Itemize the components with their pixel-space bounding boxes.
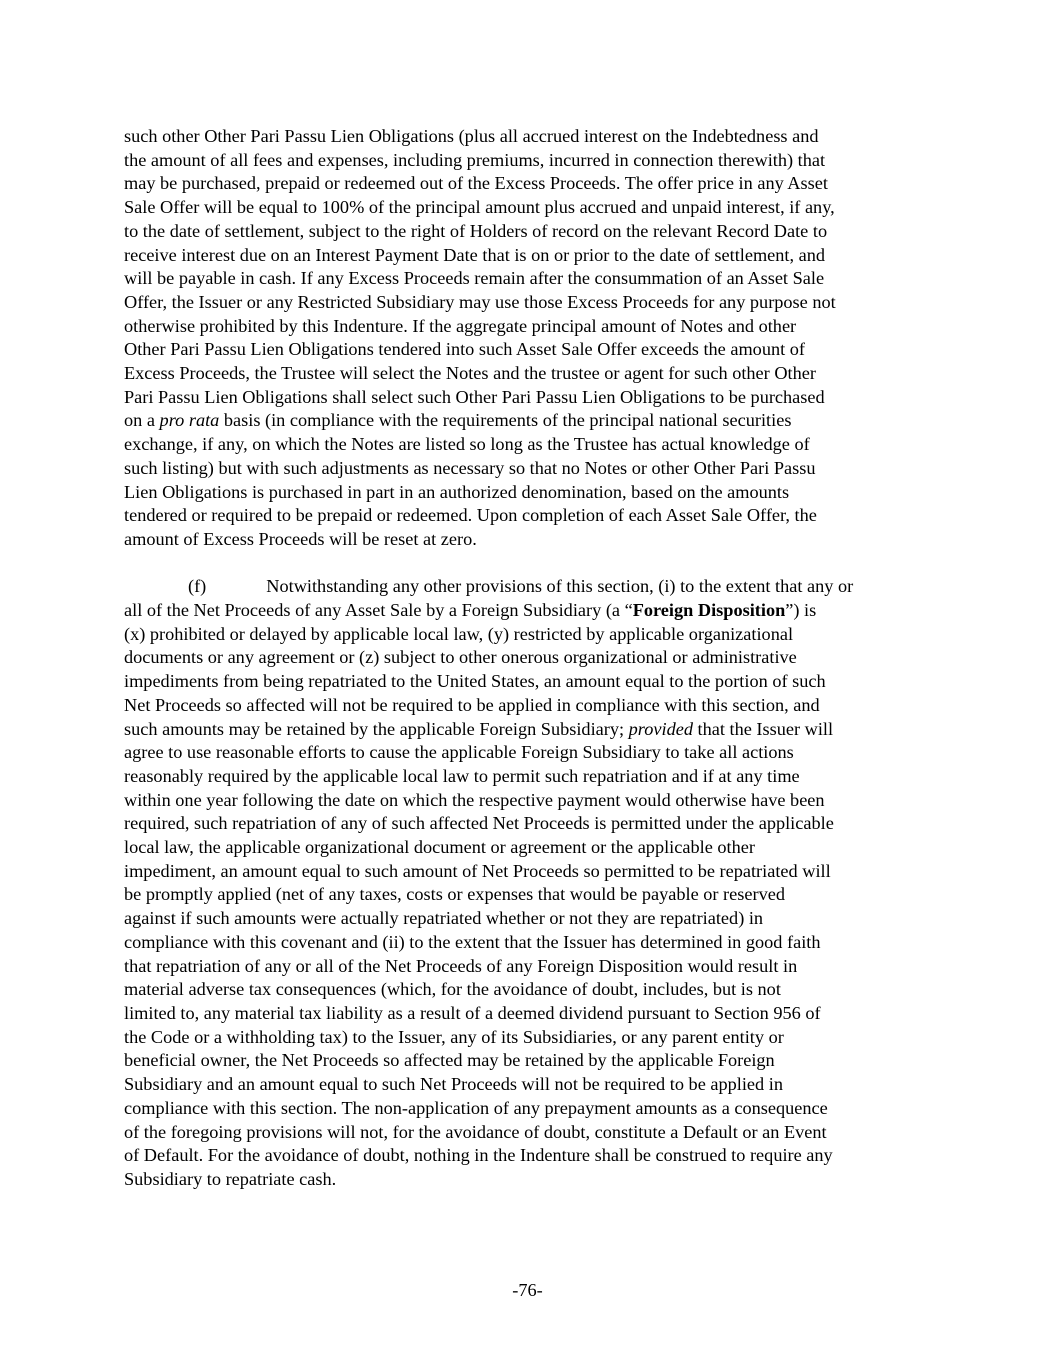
text-line: tendered or required to be prepaid or redeemed. Upon completion of each Asset Sale Offer, the bbox=[124, 505, 817, 526]
text-line: limited to, any material tax liability as a result of a deemed dividend pursuant to Section 956 of bbox=[124, 1003, 821, 1023]
text-line: will be payable in cash. If any Excess Proceeds remain after the consummation of an Asset Sale bbox=[124, 268, 825, 289]
text-line bbox=[124, 718, 936, 742]
paragraph-spacer bbox=[124, 552, 936, 576]
text-line bbox=[124, 599, 936, 623]
provided-italic: provided bbox=[628, 718, 693, 739]
text-line: compliance with this covenant and (ii) to the extent that the Issuer has determined in good faith bbox=[124, 931, 821, 952]
text-line: Lien Obligations is purchased in part in an authorized denomination, based on the amounts bbox=[124, 481, 790, 502]
text-run: basis (in compliance with the requirements of the principal national securities bbox=[219, 410, 792, 431]
text-run: such amounts may be retained by the applicable Foreign Subsidiary; bbox=[124, 718, 629, 739]
text-line: (x) prohibited or delayed by applicable local law, (y) restricted by applicable organizational bbox=[124, 623, 794, 644]
text-line: that repatriation of any or all of the Net Proceeds of any Foreign Disposition would result in bbox=[124, 955, 798, 976]
document-body bbox=[124, 125, 936, 1192]
text-line: Subsidiary and an amount equal to such Net Proceeds will not be required to be applied in bbox=[124, 1074, 783, 1095]
text-line: amount of Excess Proceeds will be reset at zero. bbox=[124, 528, 477, 549]
text-line: Sale Offer will be equal to 100% of the principal amount plus accrued and unpaid interest, if any, bbox=[124, 197, 835, 218]
text-line: to the date of settlement, subject to the right of Holders of record on the relevant Record Date to bbox=[124, 220, 828, 241]
text-run: on a bbox=[124, 410, 160, 431]
text-line: Pari Passu Lien Obligations shall select such Other Pari Passu Lien Obligations to be purchased bbox=[124, 386, 825, 407]
text-line: the amount of all fees and expenses, including premiums, incurred in connection therewith) that bbox=[124, 149, 826, 170]
text-line: local law, the applicable organizational document or agreement or the applicable other bbox=[124, 837, 755, 858]
text-line: Offer, the Issuer or any Restricted Subsidiary may use those Excess Proceeds for any purpose not bbox=[124, 291, 836, 312]
text-line: Other Pari Passu Lien Obligations tendered into such Asset Sale Offer exceeds the amount of bbox=[124, 339, 805, 360]
text-line: impediment, an amount equal to such amount of Net Proceeds so permitted to be repatriated will bbox=[124, 860, 831, 881]
text-run: Notwithstanding any other provisions of this section, (i) to the extent that any or bbox=[266, 576, 854, 597]
pro-rata-italic: pro rata bbox=[159, 410, 220, 431]
text-line: within one year following the date on which the respective payment would otherwise have been bbox=[124, 789, 825, 810]
paragraph-f-foreign-disposition bbox=[124, 575, 936, 1191]
text-line: Subsidiary to repatriate cash. bbox=[124, 1168, 337, 1189]
text-run: ”) is bbox=[785, 600, 817, 621]
text-line: such other Other Pari Passu Lien Obligations (plus all accrued interest on the Indebtedness and bbox=[124, 126, 819, 146]
text-line bbox=[124, 409, 936, 433]
text-run: that the Issuer will bbox=[692, 718, 834, 739]
defined-term-foreign-disposition: Foreign Disposition bbox=[632, 600, 786, 621]
text-line: required, such repatriation of any of such affected Net Proceeds is permitted under the applicable bbox=[124, 813, 834, 834]
section-marker: (f) bbox=[188, 576, 207, 597]
text-line bbox=[124, 575, 936, 599]
text-line: be promptly applied (net of any taxes, costs or expenses that would be payable or reserved bbox=[124, 884, 785, 905]
text-run: all of the Net Proceeds of any Asset Sale by a Foreign Subsidiary (a “ bbox=[124, 600, 633, 621]
text-line: reasonably required by the applicable local law to permit such repatriation and if at any time bbox=[124, 765, 800, 786]
text-line: such listing) but with such adjustments as necessary so that no Notes or other Other Pari Passu bbox=[124, 457, 816, 478]
text-line: material adverse tax consequences (which, for the avoidance of doubt, includes, but is not bbox=[124, 979, 781, 1000]
text-line: exchange, if any, on which the Notes are listed so long as the Trustee has actual knowledge of bbox=[124, 434, 810, 455]
text-line: Excess Proceeds, the Trustee will select the Notes and the trustee or agent for such other Other bbox=[124, 363, 816, 384]
paragraph-asset-sale-offer bbox=[124, 125, 936, 552]
text-line: Net Proceeds so affected will not be required to be applied in compliance with this section, and bbox=[124, 694, 820, 715]
text-line: beneficial owner, the Net Proceeds so affected may be retained by the applicable Foreign bbox=[124, 1050, 775, 1071]
text-line: of the foregoing provisions will not, for the avoidance of doubt, constitute a Default or an Event bbox=[124, 1121, 827, 1142]
text-line: against if such amounts were actually repatriated whether or not they are repatriated) in bbox=[124, 908, 764, 929]
text-line: may be purchased, prepaid or redeemed out of the Excess Proceeds. The offer price in any Asset bbox=[124, 173, 828, 194]
text-line: otherwise prohibited by this Indenture. If the aggregate principal amount of Notes and other bbox=[124, 315, 797, 336]
text-line: receive interest due on an Interest Payment Date that is on or prior to the date of settlement, and bbox=[124, 244, 826, 265]
text-line: documents or any agreement or (z) subject to other onerous organizational or administrative bbox=[124, 647, 797, 668]
text-line: agree to use reasonable efforts to cause the applicable Foreign Subsidiary to take all actions bbox=[124, 742, 794, 763]
text-line: the Code or a withholding tax) to the Issuer, any of its Subsidiaries, or any parent entity or bbox=[124, 1026, 784, 1047]
text-line: compliance with this section. The non-application of any prepayment amounts as a consequence bbox=[124, 1097, 828, 1118]
text-line: of Default. For the avoidance of doubt, nothing in the Indenture shall be construed to require any bbox=[124, 1145, 833, 1166]
text-line: impediments from being repatriated to the United States, an amount equal to the portion of such bbox=[124, 671, 826, 692]
page-number: -76- bbox=[512, 1280, 543, 1300]
